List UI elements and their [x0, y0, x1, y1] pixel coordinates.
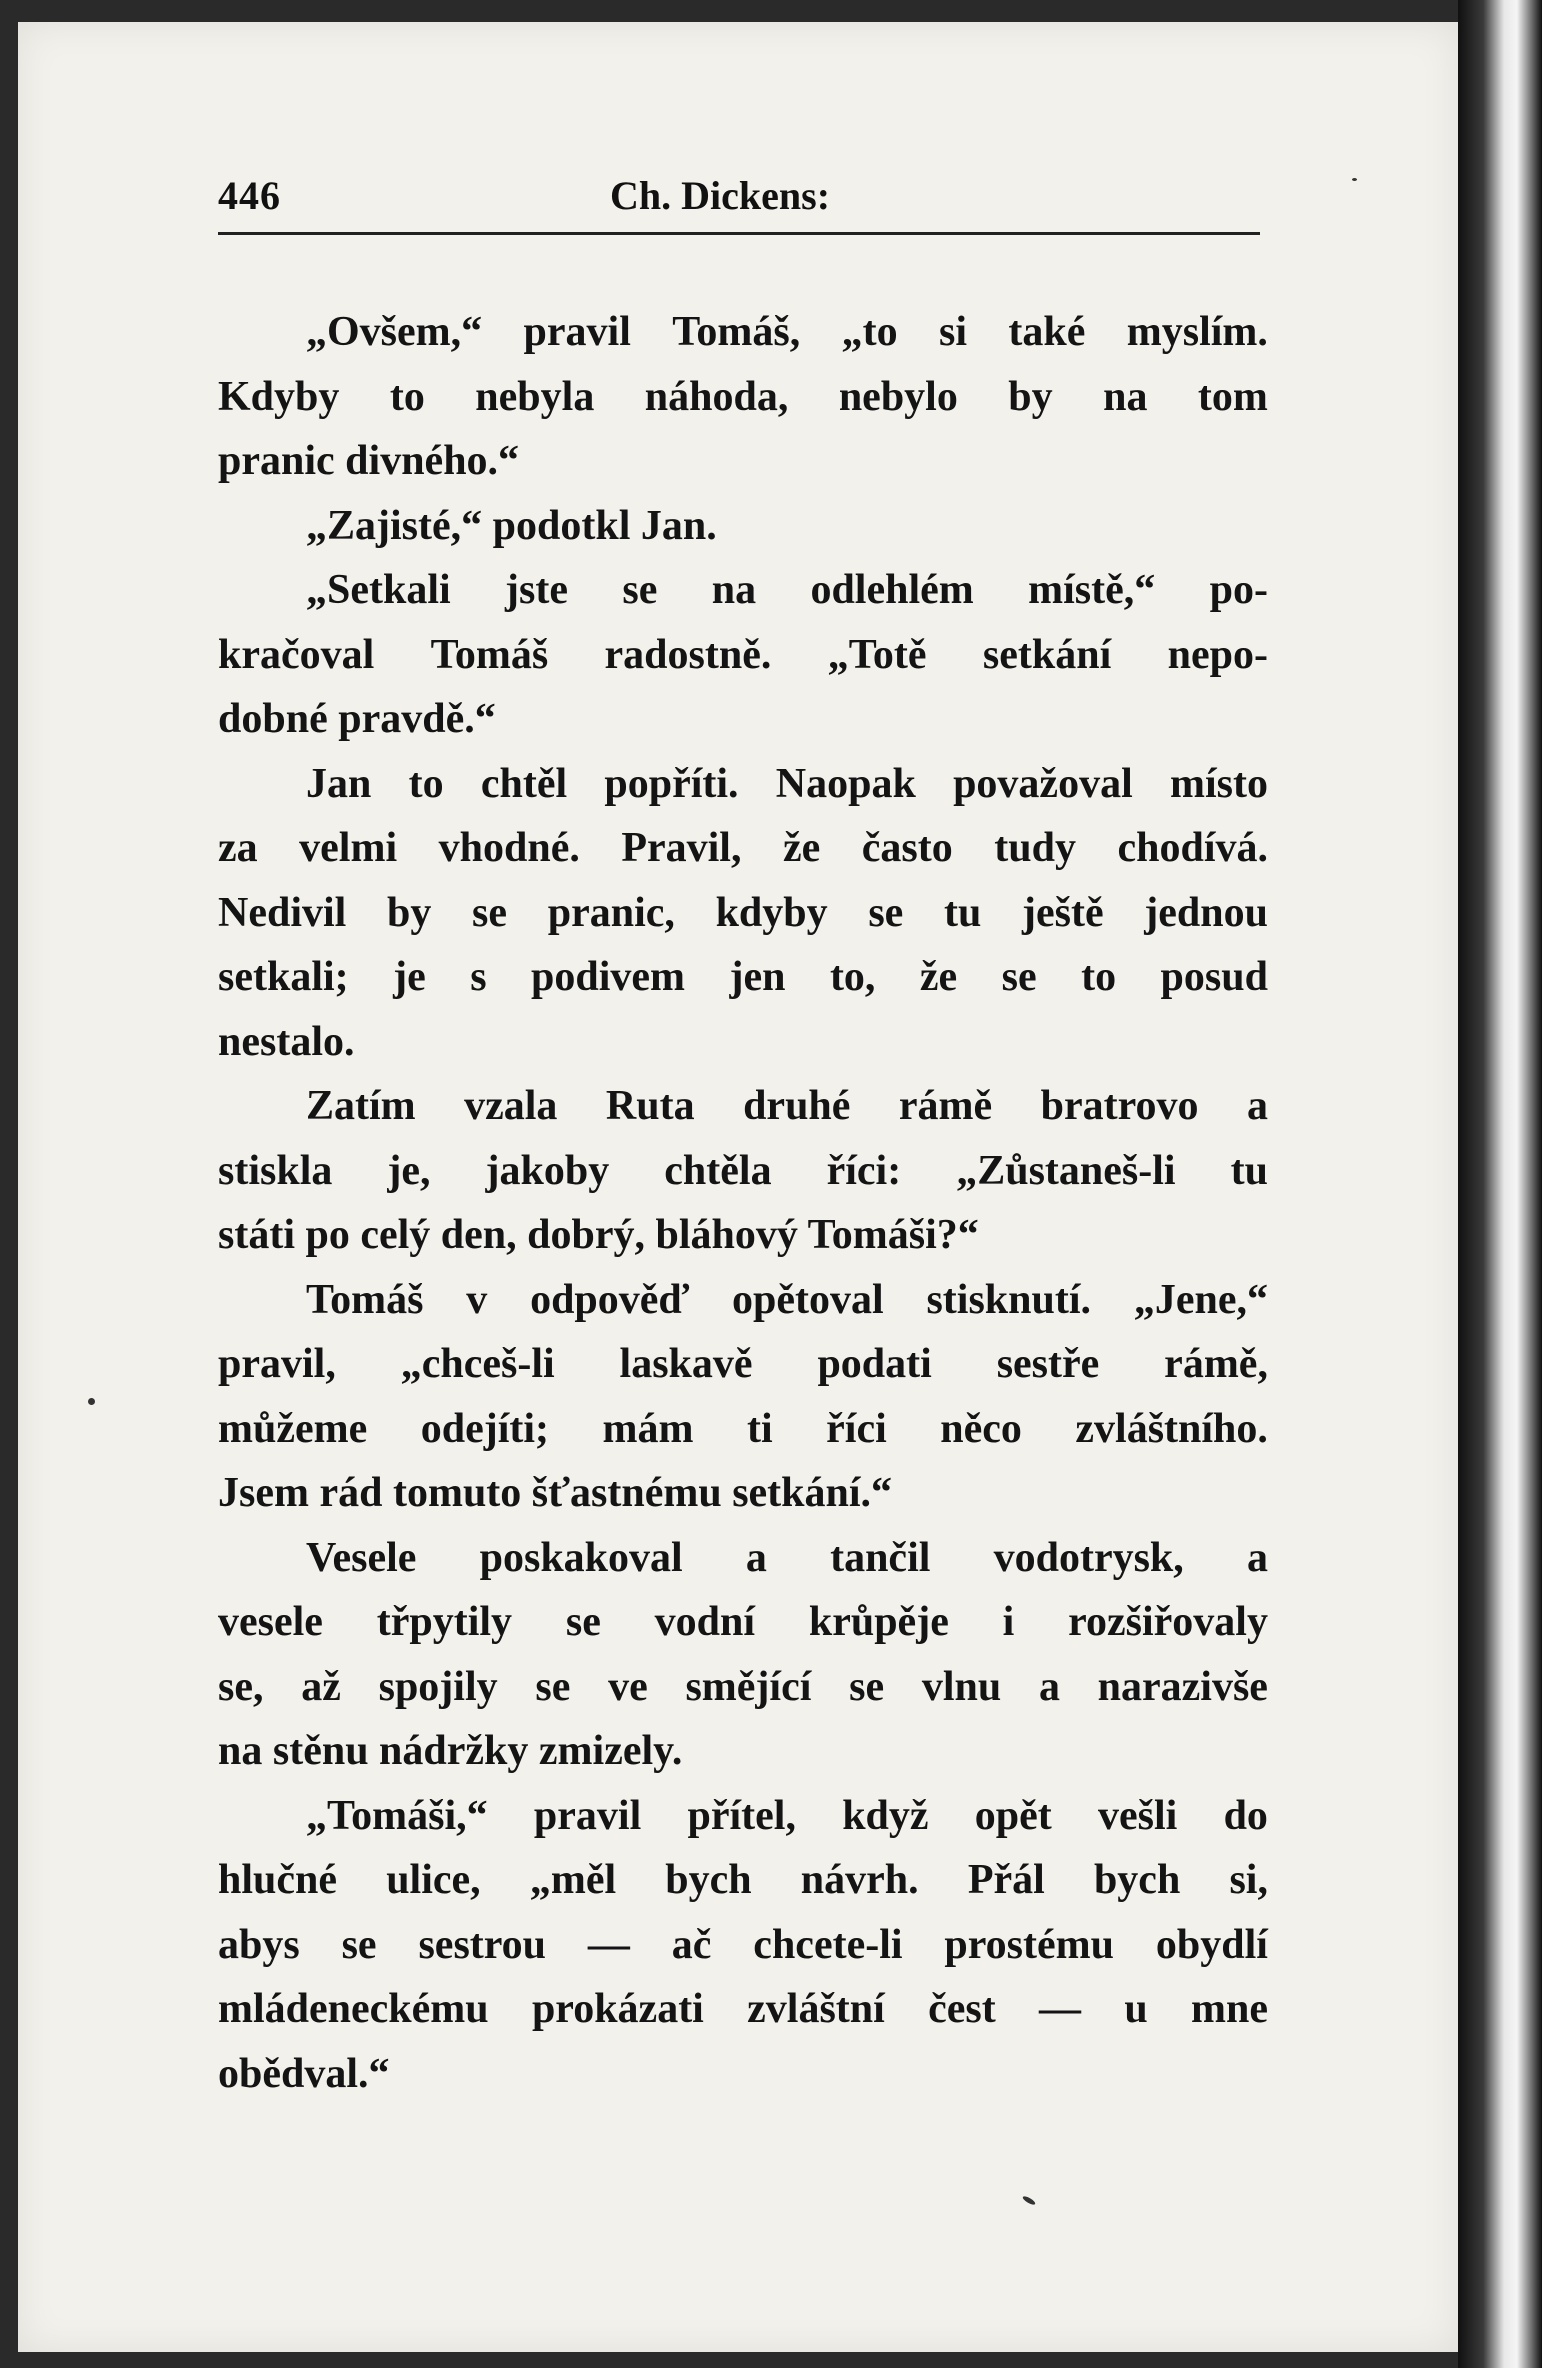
- text-line: „Zajisté,“ podotkl Jan.: [306, 502, 717, 549]
- text-word: obydlí: [1155, 1921, 1268, 1968]
- text-word: v: [466, 1276, 488, 1323]
- text-word: říci:: [826, 1147, 902, 1194]
- text-line: [218, 1526, 1268, 1591]
- text-word: je: [393, 954, 426, 1000]
- header-rule: [218, 232, 1260, 235]
- page-header: [218, 172, 1258, 232]
- text-word: Zatím: [306, 1083, 416, 1129]
- text-word: posud: [1160, 954, 1268, 1000]
- text-word: to: [1081, 954, 1117, 1000]
- text-line: [218, 816, 1268, 881]
- text-word: třpytily: [376, 1599, 513, 1645]
- text-word: setkání: [982, 631, 1112, 678]
- text-word: se,: [218, 1663, 264, 1710]
- text-word: se: [868, 889, 904, 936]
- text-word: jednou: [1144, 889, 1268, 936]
- text-word: vhodné.: [438, 825, 580, 871]
- text-word: na: [1103, 373, 1148, 420]
- text-line: [218, 881, 1268, 946]
- text-word: pravil: [533, 1792, 642, 1839]
- text-word: se: [622, 567, 658, 613]
- text-word: tudy: [994, 825, 1076, 871]
- text-word: setkali;: [218, 954, 349, 1000]
- text-word: a: [1246, 1534, 1268, 1581]
- text-word: odejíti;: [420, 1405, 550, 1452]
- text-line: Jsem rád tomuto šťastnému setkání.“: [218, 1470, 893, 1516]
- text-word: mám: [602, 1405, 694, 1452]
- text-word: chtěl: [480, 760, 568, 807]
- text-word: vzala: [464, 1083, 558, 1129]
- text-word: když: [842, 1792, 929, 1839]
- text-word: vesele: [218, 1599, 323, 1645]
- text-word: smějící: [685, 1663, 812, 1710]
- text-word: velmi: [299, 825, 398, 871]
- text-word: prostému: [944, 1921, 1114, 1968]
- text-line: nestalo.: [218, 1018, 355, 1065]
- text-word: že: [919, 954, 958, 1000]
- text-word: poskakoval: [479, 1534, 683, 1581]
- text-word: pravil,: [218, 1341, 336, 1387]
- text-line: dobné pravdě.“: [218, 696, 496, 742]
- text-word: tom: [1197, 373, 1268, 420]
- text-word: druhé: [743, 1083, 851, 1129]
- text-word: kračoval: [218, 631, 375, 678]
- text-word: považoval: [953, 760, 1133, 807]
- text-word: se: [1001, 954, 1037, 1000]
- text-word: nebylo: [838, 373, 958, 420]
- text-line: [218, 558, 1268, 623]
- text-word: Jan: [306, 760, 372, 807]
- text-word: narazivše: [1097, 1663, 1268, 1710]
- text-word: kdyby: [715, 889, 828, 936]
- text-word: často: [861, 825, 953, 871]
- text-line: [218, 1332, 1268, 1397]
- text-line: [218, 1268, 1268, 1333]
- text-word: podivem: [531, 954, 686, 1000]
- text-word: mládeneckému: [218, 1986, 489, 2032]
- text-word: Vesele: [306, 1534, 417, 1581]
- text-word: chodívá.: [1117, 825, 1268, 871]
- text-word: tu: [943, 889, 982, 936]
- text-word: to,: [829, 954, 876, 1000]
- text-line: [218, 1913, 1268, 1978]
- text-word: až: [301, 1663, 341, 1710]
- text-word: po-: [1209, 567, 1268, 613]
- text-word: Naopak: [775, 760, 916, 807]
- text-word: návrh.: [800, 1857, 919, 1903]
- text-word: „Ovšem,“: [306, 309, 483, 355]
- text-word: Ruta: [605, 1083, 695, 1129]
- text-word: —: [1039, 1986, 1082, 2032]
- text-word: „Totě: [827, 631, 927, 678]
- text-word: —: [587, 1921, 630, 1968]
- text-word: odpověď: [530, 1276, 690, 1323]
- text-word: „chceš-li: [400, 1341, 555, 1387]
- text-word: vešli: [1098, 1792, 1178, 1839]
- text-word: říci: [826, 1405, 887, 1452]
- text-word: a: [1038, 1663, 1060, 1710]
- page-edge-shadow: [1458, 0, 1542, 2368]
- text-line: [218, 752, 1268, 817]
- text-word: chcete-li: [753, 1921, 903, 1968]
- text-word: čest: [928, 1986, 996, 2032]
- text-word: pranic,: [547, 889, 675, 936]
- text-line: [218, 1397, 1268, 1462]
- text-word: na: [711, 567, 757, 613]
- text-word: ve: [608, 1663, 648, 1710]
- text-line: obědval.“: [218, 2050, 390, 2097]
- text-word: sestrou: [418, 1921, 547, 1968]
- text-word: podati: [817, 1341, 932, 1387]
- text-word: že: [782, 825, 821, 871]
- text-word: Přál: [967, 1857, 1045, 1903]
- text-word: „Zůstaneš-li: [956, 1147, 1176, 1194]
- text-word: jste: [505, 567, 569, 613]
- text-word: zvláštního.: [1075, 1405, 1268, 1452]
- text-word: myslím.: [1126, 309, 1268, 355]
- dust-speck: [1352, 178, 1357, 181]
- text-word: je,: [387, 1147, 431, 1194]
- text-word: by: [1008, 373, 1053, 420]
- text-word: chtěla: [664, 1147, 772, 1194]
- text-word: sestře: [996, 1341, 1100, 1387]
- text-word: a: [745, 1534, 767, 1581]
- dust-speck: [88, 1398, 95, 1405]
- text-word: „to: [841, 309, 898, 355]
- text-word: místě,“: [1028, 567, 1156, 613]
- text-word: spojily: [378, 1663, 498, 1710]
- text-word: a: [1246, 1083, 1268, 1129]
- text-word: můžeme: [218, 1405, 368, 1452]
- text-word: vodotrysk,: [993, 1534, 1184, 1581]
- text-word: rozšiřovaly: [1068, 1599, 1268, 1645]
- text-word: bratrovo: [1040, 1083, 1199, 1129]
- text-word: ulice,: [386, 1857, 481, 1903]
- text-word: bych: [665, 1857, 752, 1903]
- text-word: laskavě: [619, 1341, 753, 1387]
- text-line: [218, 1139, 1268, 1204]
- text-word: Tomáš: [430, 631, 549, 678]
- text-word: radostně.: [604, 631, 772, 678]
- text-word: přítel,: [687, 1792, 796, 1839]
- text-word: stiskla: [218, 1147, 333, 1194]
- text-word: tu: [1230, 1147, 1268, 1194]
- text-word: stisknutí.: [926, 1276, 1092, 1323]
- text-word: mne: [1191, 1986, 1268, 2032]
- text-word: Tomáš,: [672, 309, 801, 355]
- text-word: pravil: [523, 309, 631, 355]
- text-word: zvláštní: [747, 1986, 885, 2032]
- text-line: [218, 1655, 1268, 1720]
- text-word: rámě,: [1164, 1341, 1268, 1387]
- text-line: [218, 945, 1268, 1010]
- text-word: krůpěje: [808, 1599, 949, 1645]
- text-word: jen: [729, 954, 786, 1000]
- text-line: pranic divného.“: [218, 438, 520, 484]
- text-word: to: [389, 373, 425, 420]
- text-word: nebyla: [475, 373, 595, 420]
- text-word: abys: [218, 1921, 300, 1968]
- text-line: [218, 1074, 1268, 1139]
- text-word: odlehlém: [810, 567, 974, 613]
- text-line: na stěnu nádržky zmizely.: [218, 1728, 683, 1774]
- text-word: „Jene,“: [1133, 1276, 1268, 1323]
- body-text: [218, 300, 1268, 2106]
- text-word: se: [472, 889, 508, 936]
- text-word: ač: [671, 1921, 712, 1968]
- text-line: [218, 1848, 1268, 1913]
- text-word: si,: [1229, 1857, 1268, 1903]
- text-word: se: [849, 1663, 885, 1710]
- text-word: to: [408, 760, 444, 807]
- text-word: opět: [974, 1792, 1052, 1839]
- text-word: „Tomáši,“: [306, 1792, 488, 1839]
- text-word: prokázati: [531, 1986, 704, 2032]
- text-line: [218, 1784, 1268, 1849]
- text-word: rámě: [898, 1083, 993, 1129]
- text-word: by: [387, 889, 432, 936]
- text-word: do: [1223, 1792, 1268, 1839]
- text-word: Pravil,: [621, 825, 742, 871]
- running-head: Ch. Dickens:: [610, 173, 831, 218]
- text-word: náhoda,: [644, 373, 789, 420]
- text-word: bych: [1093, 1857, 1181, 1903]
- text-word: si: [939, 309, 968, 355]
- text-word: vlnu: [921, 1663, 1002, 1710]
- text-word: Kdyby: [218, 373, 340, 420]
- text-word: za: [218, 825, 258, 871]
- text-line: [218, 623, 1268, 688]
- text-word: „měl: [529, 1857, 617, 1903]
- text-word: také: [1008, 309, 1086, 355]
- text-word: s: [470, 954, 487, 1000]
- text-word: se: [535, 1663, 571, 1710]
- text-word: nepo-: [1167, 631, 1268, 678]
- text-word: Nedivil: [218, 889, 347, 936]
- text-word: i: [1002, 1599, 1015, 1645]
- text-word: se: [565, 1599, 601, 1645]
- text-word: jakoby: [485, 1147, 610, 1194]
- text-line: [218, 300, 1268, 365]
- text-word: ti: [747, 1405, 773, 1452]
- text-word: tančil: [830, 1534, 931, 1581]
- text-word: opětoval: [732, 1276, 884, 1323]
- text-word: „Setkali: [306, 567, 451, 613]
- text-line: [218, 365, 1268, 430]
- text-word: se: [341, 1921, 377, 1968]
- text-line: státi po celý den, dobrý, bláhový Tomáši?“: [218, 1212, 979, 1258]
- text-word: u: [1124, 1986, 1148, 2032]
- text-line: [218, 1977, 1268, 2042]
- text-word: ještě: [1022, 889, 1104, 936]
- text-word: Tomáš: [306, 1276, 424, 1323]
- page-number: 446: [218, 173, 281, 218]
- text-word: hlučné: [218, 1857, 338, 1903]
- text-word: vodní: [654, 1599, 756, 1645]
- text-word: něco: [940, 1405, 1022, 1452]
- text-line: [218, 1590, 1268, 1655]
- text-word: popříti.: [604, 760, 739, 807]
- text-word: místo: [1169, 760, 1268, 807]
